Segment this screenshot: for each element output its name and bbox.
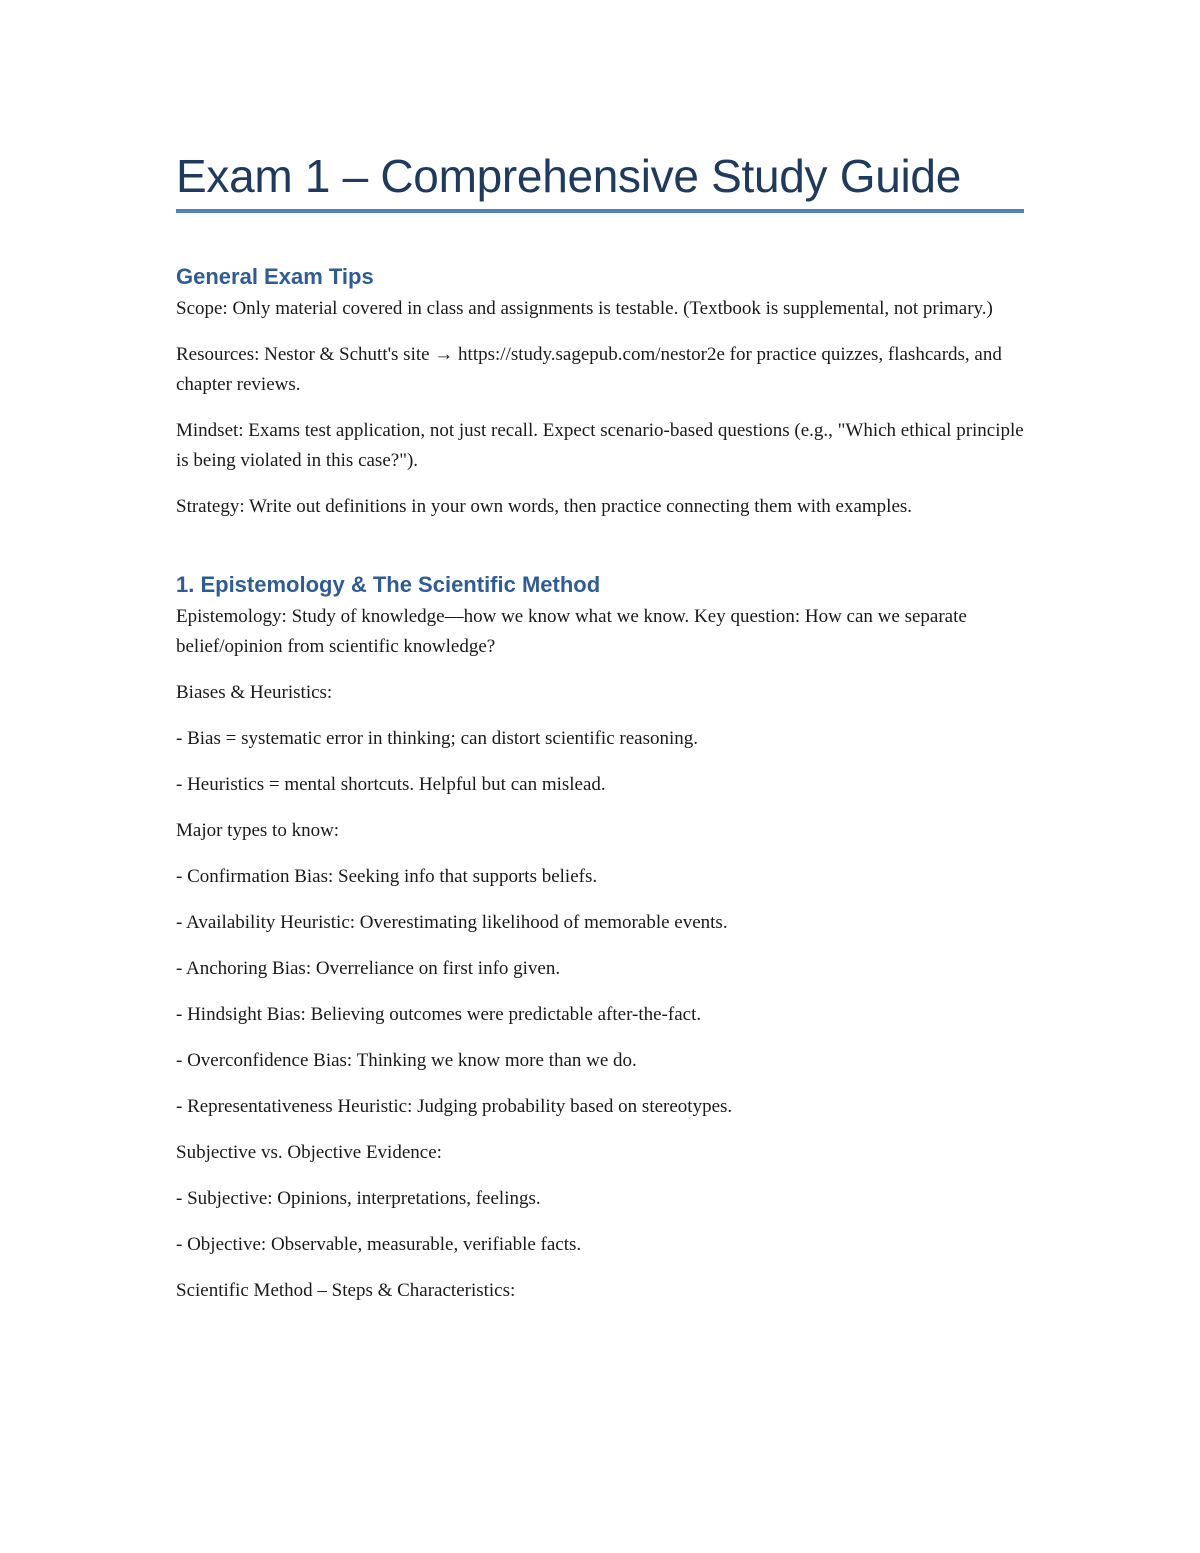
document-title: Exam 1 – Comprehensive Study Guide — [176, 150, 961, 202]
list-item: - Overconfidence Bias: Thinking we know more than we do. — [176, 1050, 637, 1071]
tip-mindset: Mindset: Exams test application, not just recall. Expect scenario-based questions (e.g., "Which ethical principle is being violated in this case?"). — [176, 420, 1024, 471]
section-heading-general-tips: General Exam Tips — [176, 264, 374, 289]
section-heading-epistemology: 1. Epistemology & The Scientific Method — [176, 572, 601, 597]
biases-heading: Biases & Heuristics: — [176, 682, 333, 703]
major-types-heading: Major types to know: — [176, 820, 340, 841]
epistemology-definition: Epistemology: Study of knowledge—how we know what we know. Key question: How can we separate belief/opinion from scientific knowledge? — [176, 606, 967, 657]
scientific-method-heading: Scientific Method – Steps & Characteristics: — [176, 1280, 516, 1301]
list-item: - Hindsight Bias: Believing outcomes were predictable after-the-fact. — [176, 1004, 702, 1025]
evidence-heading: Subjective vs. Objective Evidence: — [176, 1142, 442, 1163]
list-item: - Bias = systematic error in thinking; can distort scientific reasoning. — [176, 728, 699, 749]
document-body — [176, 262, 1024, 1322]
tip-scope: Scope: Only material covered in class and assignments is testable. (Textbook is supplemental, not primary.) — [176, 298, 993, 319]
list-item: - Subjective: Opinions, interpretations, feelings. — [176, 1188, 541, 1209]
list-item: - Heuristics = mental shortcuts. Helpful but can mislead. — [176, 774, 606, 795]
list-item: - Objective: Observable, measurable, verifiable facts. — [176, 1234, 582, 1255]
tip-strategy: Strategy: Write out definitions in your own words, then practice connecting them with examples. — [176, 496, 913, 517]
list-item: - Representativeness Heuristic: Judging probability based on stereotypes. — [176, 1096, 733, 1117]
list-item: - Availability Heuristic: Overestimating likelihood of memorable events. — [176, 912, 728, 933]
list-item: - Anchoring Bias: Overreliance on first info given. — [176, 958, 561, 979]
title-underline — [176, 209, 1024, 213]
list-item: - Confirmation Bias: Seeking info that supports beliefs. — [176, 866, 598, 887]
tip-resources: Resources: Nestor & Schutt's site → https://study.sagepub.com/nestor2e for practice quizzes, flashcards, and chapter reviews. — [176, 344, 1002, 395]
